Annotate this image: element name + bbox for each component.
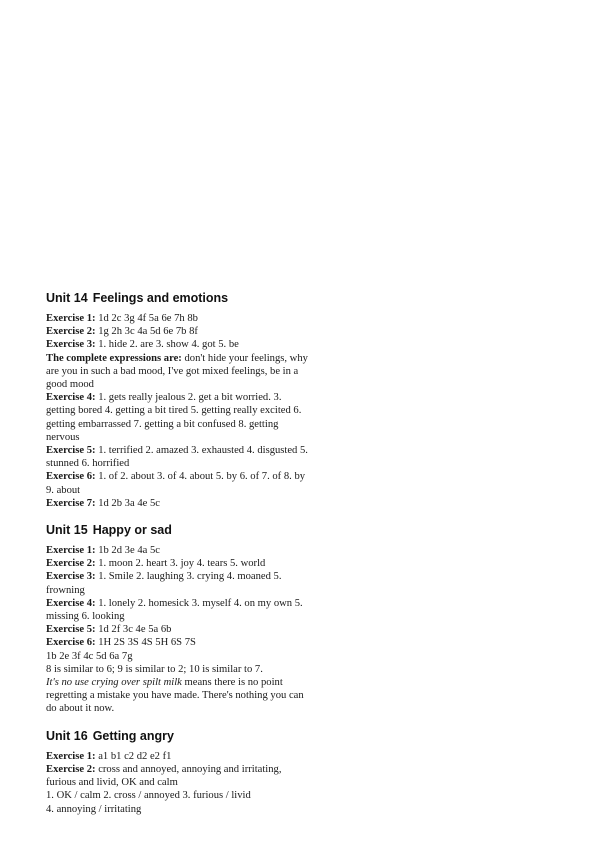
answer-text: cross and annoyed, annoying and irritating, furious and livid, OK and calm [46, 763, 282, 789]
unit-title: Getting angry [92, 728, 174, 743]
exercise-answer [46, 497, 311, 510]
exercise-label: Exercise 4: [46, 597, 96, 609]
answer-text: means there is no point regretting a mistake you have made. There's nothing you can do about it now. [46, 677, 304, 715]
answer-text: 1. Smile 2. laughing 3. crying 4. moaned 5. frowning [46, 571, 282, 596]
answer-text: don't hide your feelings, why are you in such a bad mood, I've got mixed feelings, be in a good mood [46, 352, 308, 391]
exercise-label: Exercise 3: [46, 571, 96, 583]
exercise-answer [46, 312, 311, 325]
answer-text: 1d 2b 3a 4e 5c [98, 497, 160, 509]
answer-key-column [46, 288, 311, 816]
exercise-label: Exercise 1: [46, 750, 96, 762]
idiom-text: It's no use crying over spilt milk [46, 677, 182, 689]
exercise-label: Exercise 7: [46, 497, 96, 509]
answer-text: 1. terrified 2. amazed 3. exhausted 4. disgusted 5. stunned 6. horrified [46, 445, 308, 470]
answer-text: 1d 2f 3c 4e 5a 6b [98, 624, 172, 636]
answer-text: 1. of 2. about 3. of 4. about 5. by 6. of 7. of 8. by 9. about [46, 471, 306, 496]
answer-note [46, 663, 311, 676]
answer-text: 1. moon 2. heart 3. joy 4. tears 5. world [98, 558, 266, 570]
answer-text: 1. gets really jealous 2. get a bit worried. 3. getting bored 4. getting a bit tired 5. getting really excited 6. getting embarrassed 7. getting a bit confused 8. getting nervous [46, 392, 302, 443]
answer-text: 8 is similar to 6; 9 is similar to 2; 10 is similar to 7. [46, 663, 263, 675]
exercise-label: Exercise 2: [46, 558, 96, 570]
answer-text: 1b 2e 3f 4c 5d 6a 7g [46, 650, 133, 662]
exercise-answer [46, 352, 311, 392]
unit-title: Happy or sad [92, 523, 172, 538]
exercise-label: Exercise 5: [46, 624, 96, 636]
exercise-answer [46, 470, 311, 496]
exercise-answer [46, 544, 311, 557]
exercise-answer [46, 636, 311, 649]
answer-text: 1. lonely 2. homesick 3. myself 4. on my own 5. missing 6. looking [46, 597, 303, 623]
exercise-answer [46, 338, 311, 351]
exercise-answer [46, 391, 311, 444]
unit-number: Unit 16 [46, 728, 88, 743]
exercise-answer [46, 763, 311, 789]
answer-text: 1g 2h 3c 4a 5d 6e 7b 8f [98, 326, 198, 338]
unit-heading [46, 520, 311, 540]
exercise-answer [46, 325, 311, 338]
exercise-label: Exercise 4: [46, 392, 96, 404]
exercise-label: Exercise 6: [46, 637, 96, 649]
exercise-label: Exercise 6: [46, 471, 96, 483]
unit-title: Feelings and emotions [92, 291, 229, 305]
idiom-explanation [46, 676, 311, 716]
exercise-label: Exercise 5: [46, 445, 96, 457]
exercise-label: Exercise 2: [46, 763, 96, 775]
answer-continuation [46, 789, 311, 802]
unit-number: Unit 15 [46, 523, 88, 538]
exercise-label: Exercise 1: [46, 313, 96, 324]
exercise-answer [46, 557, 311, 570]
exercise-label: Exercise 2: [46, 326, 96, 338]
answer-continuation [46, 650, 311, 663]
answer-text: 1H 2S 3S 4S 5H 6S 7S [98, 637, 196, 649]
unit-heading [46, 288, 311, 308]
exercise-label: Exercise 1: [46, 545, 96, 557]
exercise-answer [46, 623, 311, 636]
exercise-answer [46, 444, 311, 470]
exercise-answer [46, 570, 311, 596]
answer-text: 1d 2c 3g 4f 5a 6e 7h 8b [98, 313, 198, 324]
unit-heading [46, 726, 311, 746]
answer-text: 1. OK / calm 2. cross / annoyed 3. furious / livid [46, 790, 251, 802]
answer-text: a1 b1 c2 d2 e2 f1 [98, 750, 172, 762]
answer-text: 1. hide 2. are 3. show 4. got 5. be [98, 339, 239, 351]
exercise-answer [46, 597, 311, 623]
answer-continuation [46, 803, 311, 816]
exercise-answer [46, 750, 311, 763]
answer-text: 1b 2d 3e 4a 5c [98, 545, 160, 557]
exercise-label: The complete expressions are: [46, 352, 182, 364]
unit-number: Unit 14 [46, 291, 88, 305]
exercise-label: Exercise 3: [46, 339, 96, 351]
answer-text: 4. annoying / irritating [46, 803, 142, 815]
